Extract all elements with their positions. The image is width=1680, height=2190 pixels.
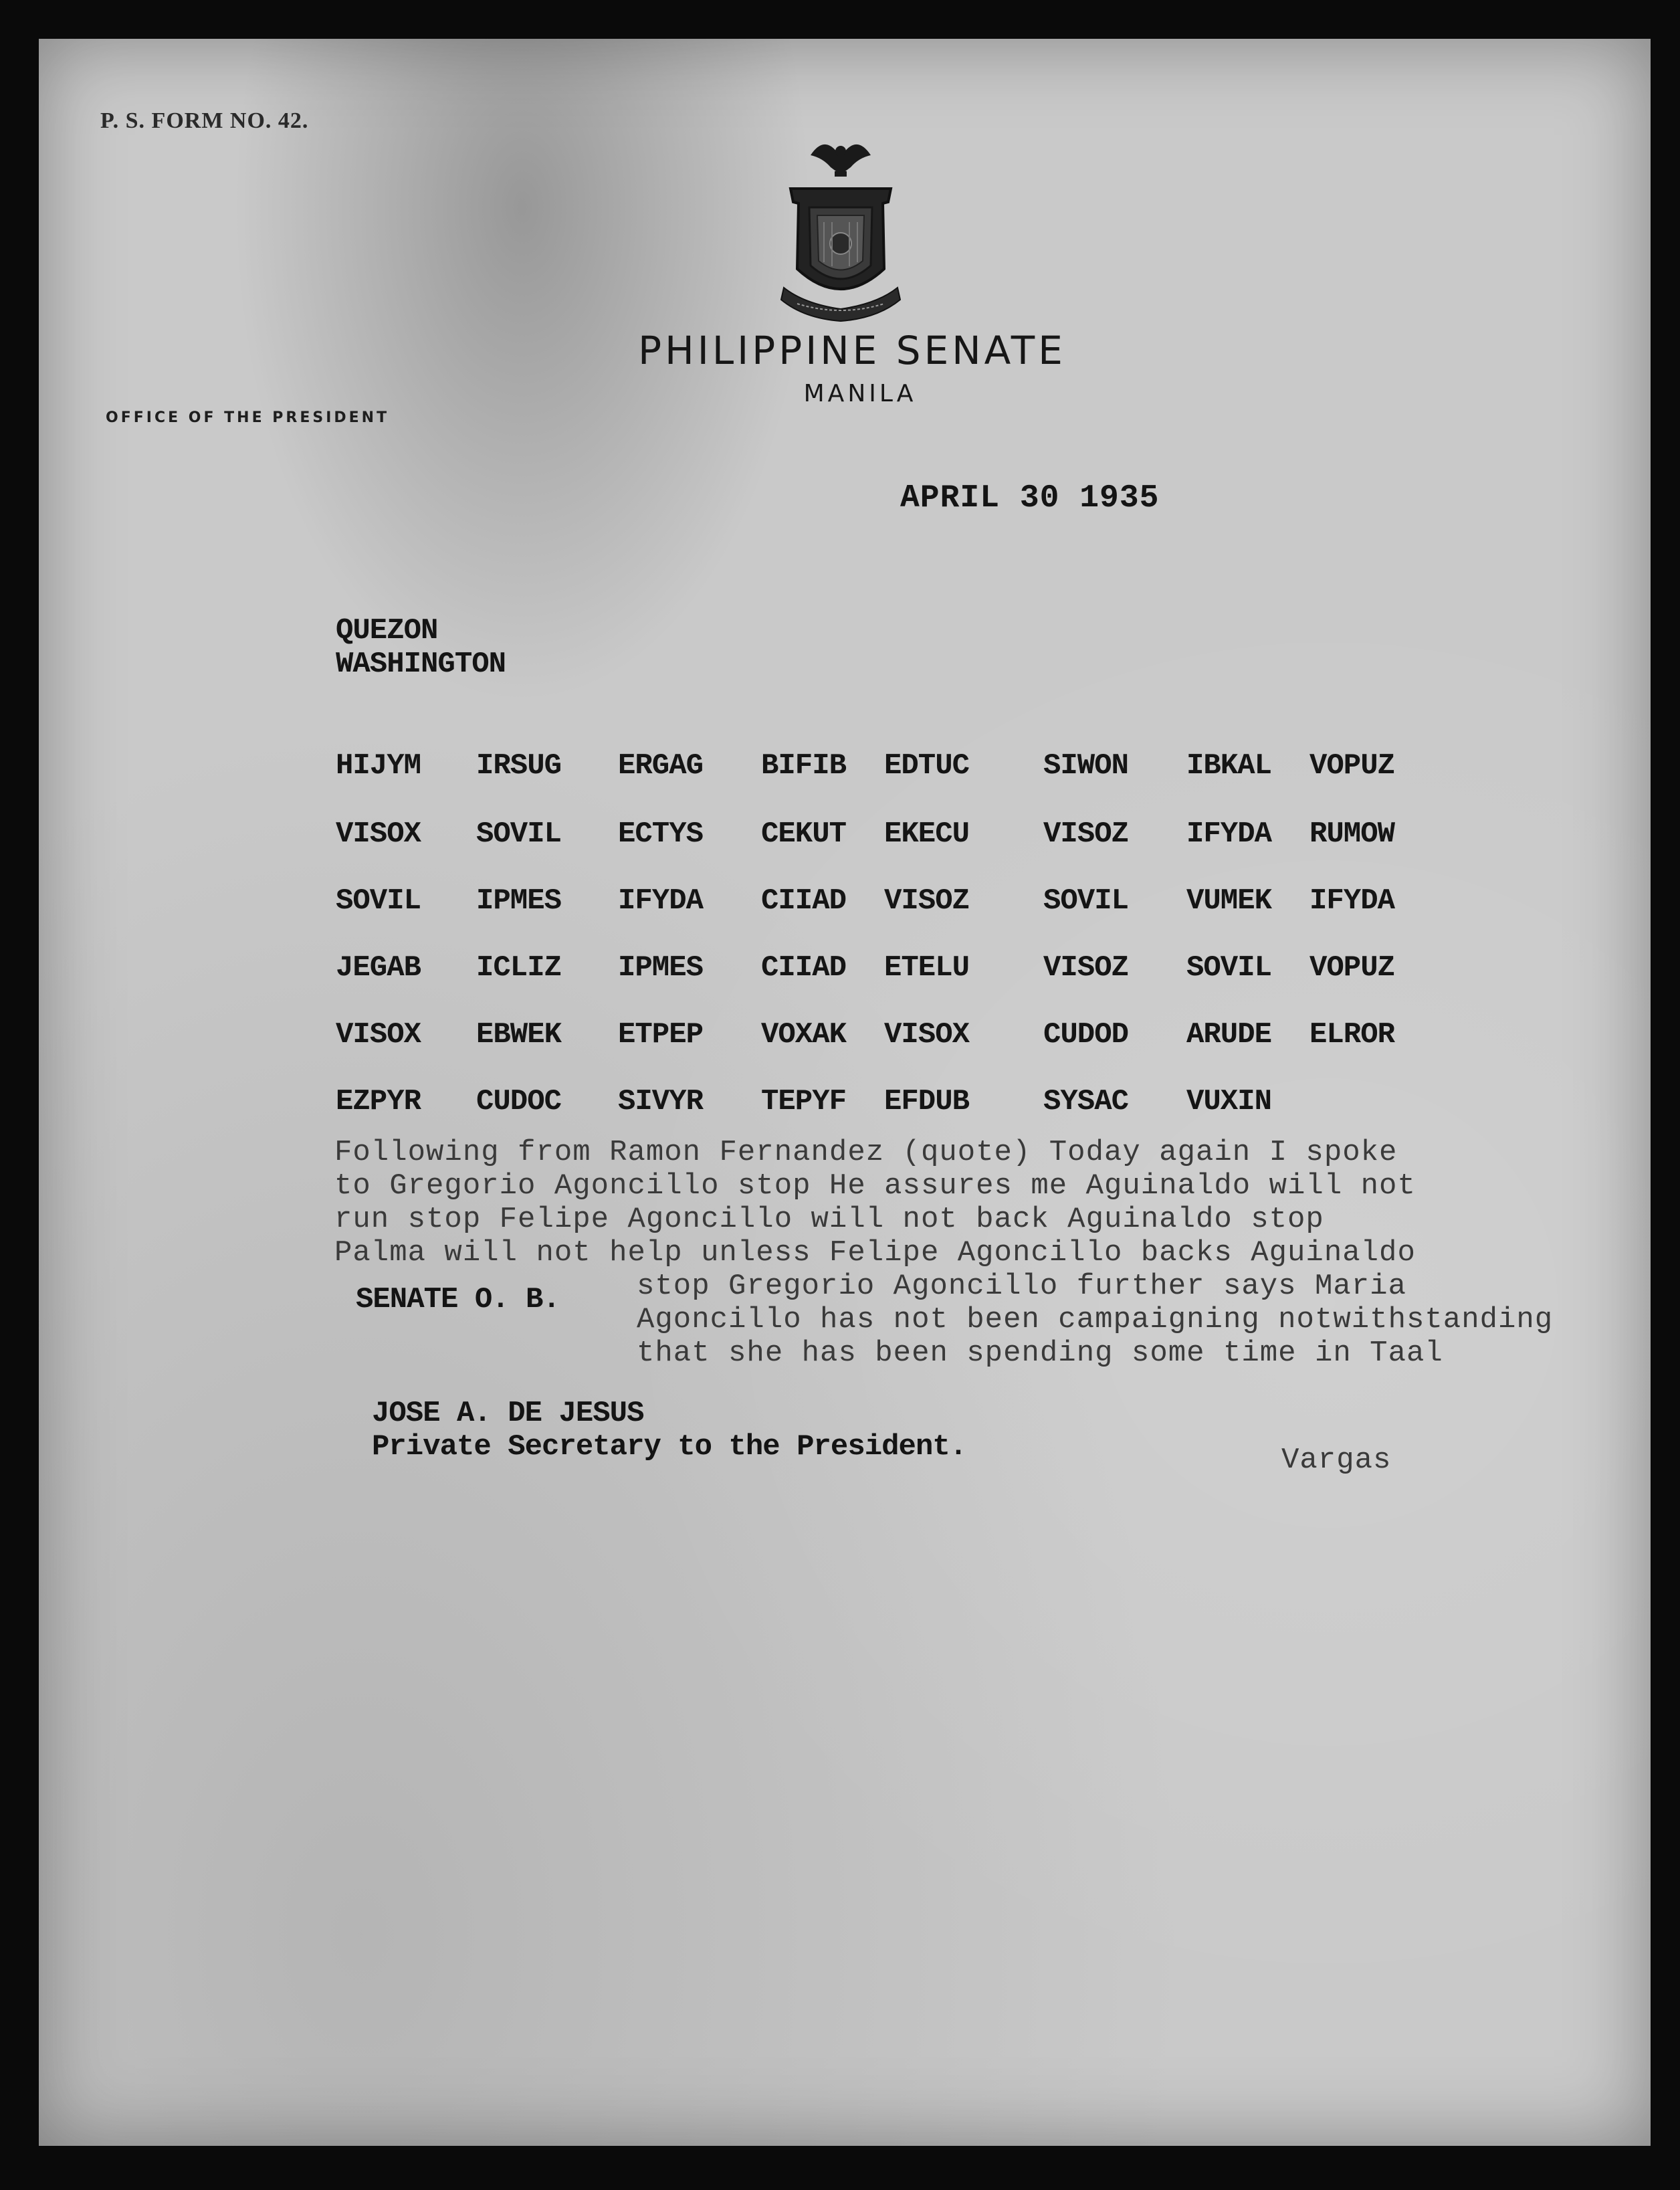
cipher-word: VOPUZ <box>1309 951 1395 985</box>
secretary-name: JOSE A. DE JESUS <box>372 1397 644 1430</box>
secretary-title: Private Secretary to the President. <box>372 1430 967 1464</box>
cipher-word: VISOX <box>336 1018 421 1052</box>
cipher-word: VOXAK <box>761 1018 847 1052</box>
cipher-word: SIWON <box>1043 749 1129 783</box>
cipher-word: BIFIB <box>761 749 847 783</box>
cipher-word: IFYDA <box>1309 884 1395 918</box>
cipher-word: EBWEK <box>476 1018 562 1052</box>
cipher-word: VISOX <box>336 817 421 851</box>
cipher-word: SOVIL <box>1186 951 1272 985</box>
cipher-word: EFDUB <box>884 1085 970 1118</box>
cipher-word: HIJYM <box>336 749 421 783</box>
message-line: that she has been spending some time in Taal <box>637 1336 1443 1370</box>
document-date: APRIL 30 1935 <box>900 480 1160 516</box>
message-line: stop Gregorio Agoncillo further says Maria <box>637 1270 1406 1303</box>
cipher-word: CEKUT <box>761 817 847 851</box>
message-line: run stop Felipe Agoncillo will not back Aguinaldo stop <box>334 1203 1324 1236</box>
cipher-word: SOVIL <box>476 817 562 851</box>
cipher-word: IFYDA <box>1186 817 1272 851</box>
cipher-word: VUXIN <box>1186 1085 1272 1118</box>
cipher-word: SOVIL <box>336 884 421 918</box>
cipher-word: CIIAD <box>761 884 847 918</box>
cipher-word: ETELU <box>884 951 970 985</box>
cipher-word: EZPYR <box>336 1085 421 1118</box>
cipher-word: CIIAD <box>761 951 847 985</box>
cipher-word: IFYDA <box>618 884 704 918</box>
cipher-word: VISOZ <box>884 884 970 918</box>
message-line: Agoncillo has not been campaigning notwithstanding <box>637 1303 1554 1336</box>
cipher-word: ICLIZ <box>476 951 562 985</box>
cipher-word: VISOZ <box>1043 951 1129 985</box>
cipher-word: ERGAG <box>618 749 704 783</box>
cipher-word: IBKAL <box>1186 749 1272 783</box>
letterhead-city: MANILA <box>803 380 917 407</box>
message-line: Palma will not help unless Felipe Agoncillo backs Aguinaldo <box>334 1236 1416 1270</box>
cipher-word: VUMEK <box>1186 884 1272 918</box>
cipher-word: VISOX <box>884 1018 970 1052</box>
cipher-word: RUMOW <box>1309 817 1395 851</box>
cipher-word: EDTUC <box>884 749 970 783</box>
cipher-word: CUDOD <box>1043 1018 1129 1052</box>
cipher-word: TEPYF <box>761 1085 847 1118</box>
translator-name: Vargas <box>1281 1444 1392 1477</box>
cipher-word: ELROR <box>1309 1018 1395 1052</box>
cipher-word: ARUDE <box>1186 1018 1272 1052</box>
cipher-word: SYSAC <box>1043 1085 1129 1118</box>
addressee-name: QUEZON <box>336 614 438 648</box>
cipher-word: SOVIL <box>1043 884 1129 918</box>
cipher-word: ECTYS <box>618 817 704 851</box>
philippine-senate-seal-icon <box>770 128 911 322</box>
letterhead-title: PHILIPPINE SENATE <box>638 328 1066 373</box>
message-line: Following from Ramon Fernandez (quote) Today again I spoke <box>334 1136 1398 1169</box>
office-label: OFFICE OF THE PRESIDENT <box>106 409 390 426</box>
cipher-word: JEGAB <box>336 951 421 985</box>
cipher-word: IPMES <box>476 884 562 918</box>
cipher-word: EKECU <box>884 817 970 851</box>
cipher-word: VISOZ <box>1043 817 1129 851</box>
cipher-word: SIVYR <box>618 1085 704 1118</box>
message-line: to Gregorio Agoncillo stop He assures me Aguinaldo will not <box>334 1169 1416 1203</box>
form-number: P. S. FORM NO. 42. <box>100 108 309 133</box>
cipher-word: ETPEP <box>618 1018 704 1052</box>
cipher-word: VOPUZ <box>1309 749 1395 783</box>
cipher-word: IRSUG <box>476 749 562 783</box>
sender-signature: SENATE O. B. <box>356 1283 560 1316</box>
cipher-word: IPMES <box>618 951 704 985</box>
cipher-word: CUDOC <box>476 1085 562 1118</box>
addressee-place: WASHINGTON <box>336 648 506 681</box>
